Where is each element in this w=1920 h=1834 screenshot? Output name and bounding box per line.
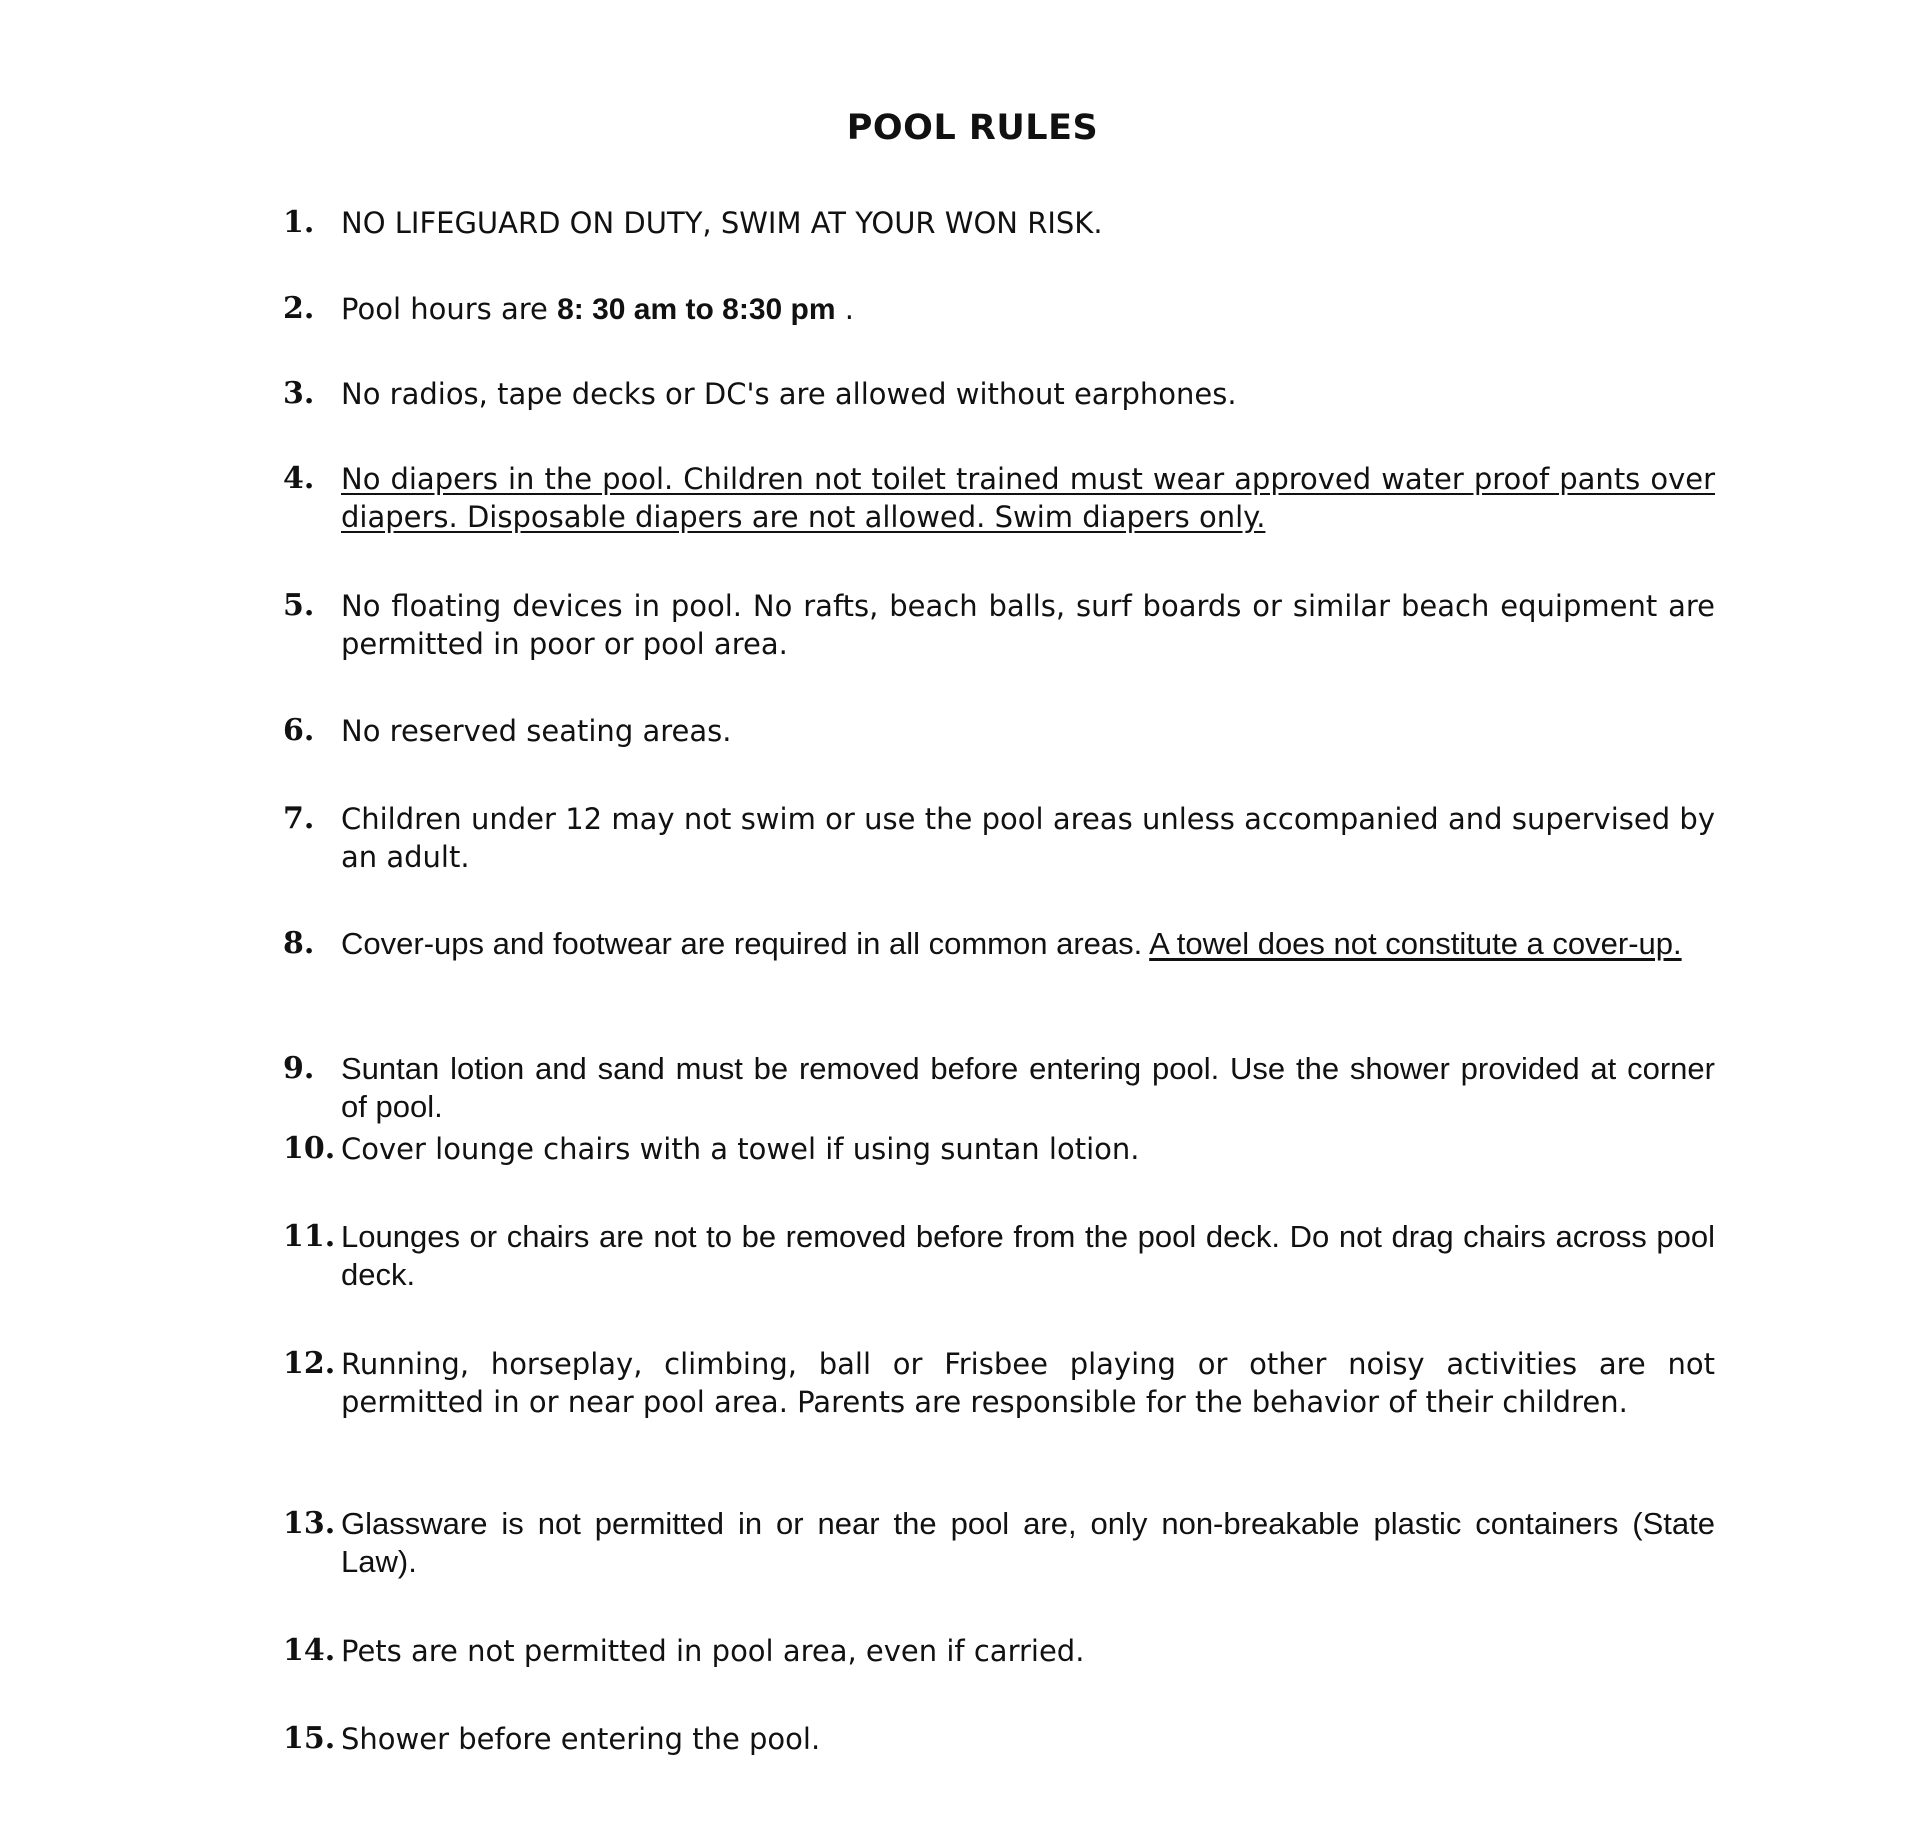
rule-item	[283, 1050, 1715, 1126]
rule-text-underlined: A towel does not constitute a cover-up.	[1149, 926, 1682, 961]
rule-number: 1.	[283, 205, 315, 240]
rule-text-prefix: Pool hours are	[341, 292, 558, 326]
rule-number: 5.	[283, 588, 315, 623]
rule-item	[283, 1130, 1715, 1168]
rule-item	[283, 1218, 1715, 1294]
rule-text: No radios, tape decks or DC's are allowed without earphones.	[341, 377, 1237, 411]
rule-number: 11.	[283, 1219, 336, 1254]
rule-item	[283, 712, 1715, 750]
rule-text	[341, 925, 1715, 963]
rule-number: 9.	[283, 1051, 315, 1086]
rule-text: Running, horseplay, climbing, ball or Frisbee playing or other noisy activities are not permitted in or near pool area. Parents are responsible for the behavior of their children.	[341, 1347, 1715, 1419]
rule-item	[283, 800, 1715, 876]
rule-number: 14.	[283, 1633, 336, 1668]
rule-text: NO LIFEGUARD ON DUTY, SWIM AT YOUR WON RISK.	[341, 206, 1103, 240]
rule-item	[283, 460, 1715, 536]
rule-number: 3.	[283, 376, 315, 411]
rule-text-main: Cover-ups and footwear are required in all common areas.	[341, 926, 1150, 961]
rule-number: 4.	[283, 461, 315, 496]
rule-text: No diapers in the pool. Children not toilet trained must wear approved water proof pants over diapers. Disposable diapers are not allowed. Swim diapers only.	[341, 462, 1715, 534]
rule-text: Shower before entering the pool.	[341, 1722, 821, 1756]
rule-item	[283, 925, 1715, 963]
rule-text: Cover lounge chairs with a towel if using suntan lotion.	[341, 1132, 1140, 1166]
rule-text: Pets are not permitted in pool area, even if carried.	[341, 1634, 1085, 1668]
rule-text: Glassware is not permitted in or near the pool are, only non-breakable plastic containers (State Law).	[341, 1506, 1715, 1579]
rule-number: 7.	[283, 801, 315, 836]
rule-item	[283, 587, 1715, 663]
rule-item	[283, 290, 1715, 329]
pool-hours: 8: 30 am to 8:30 pm	[557, 293, 836, 326]
rule-text: No reserved seating areas.	[341, 714, 732, 748]
page-title: POOL RULES	[846, 108, 1099, 148]
rule-number: 2.	[283, 291, 315, 326]
rule-item	[283, 1632, 1715, 1670]
rule-number: 8.	[283, 926, 315, 961]
rule-number: 12.	[283, 1346, 336, 1381]
rule-text-suffix: .	[835, 292, 854, 326]
rule-text: No floating devices in pool. No rafts, beach balls, surf boards or similar beach equipment are permitted in poor or pool area.	[341, 589, 1715, 661]
rule-text: Lounges or chairs are not to be removed before from the pool deck. Do not drag chairs across pool deck.	[341, 1219, 1715, 1292]
rule-text: Suntan lotion and sand must be removed before entering pool. Use the shower provided at corner of pool.	[341, 1051, 1715, 1124]
rule-item	[283, 1345, 1715, 1421]
rule-number: 10.	[283, 1131, 336, 1166]
rule-text	[341, 290, 1715, 329]
rule-item	[283, 1720, 1715, 1758]
rule-number: 15.	[283, 1721, 336, 1756]
rule-item	[283, 375, 1715, 413]
rule-item	[283, 1505, 1715, 1581]
rule-number: 6.	[283, 713, 315, 748]
rule-item	[283, 204, 1715, 242]
rule-text: Children under 12 may not swim or use the pool areas unless accompanied and supervised by an adult.	[341, 802, 1715, 874]
rule-number: 13.	[283, 1506, 336, 1541]
